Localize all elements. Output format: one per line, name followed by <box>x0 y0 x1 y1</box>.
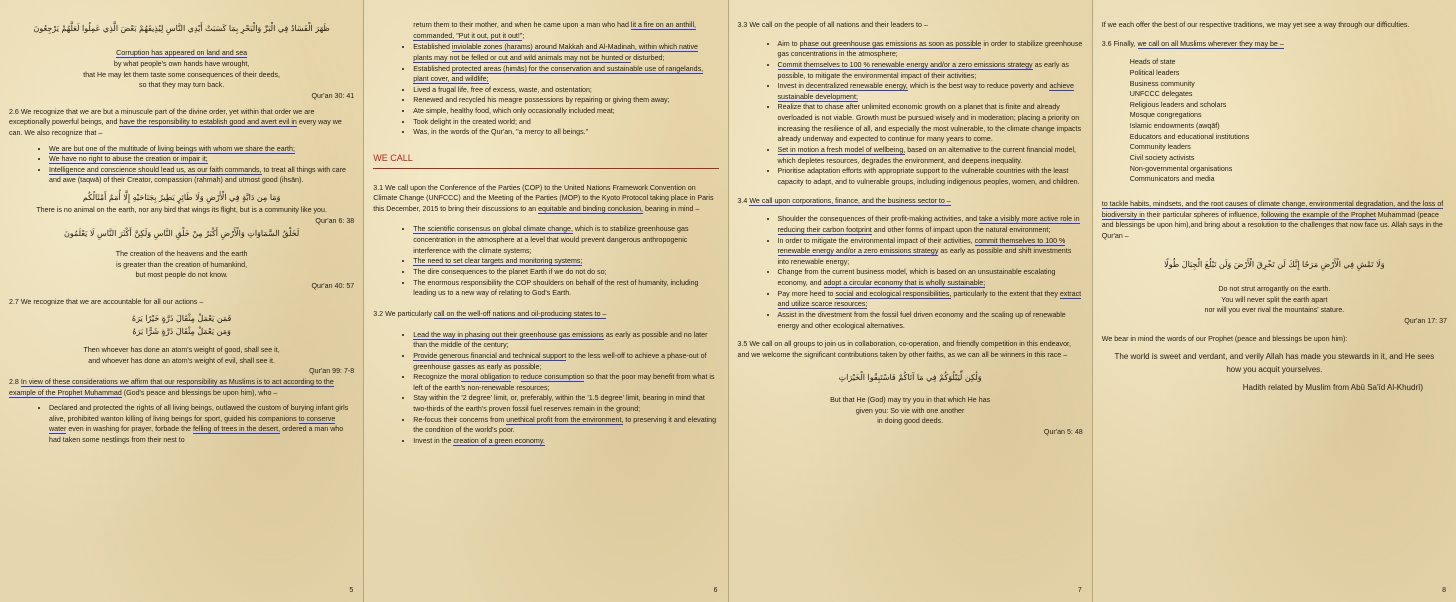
bullet-list <box>9 403 354 446</box>
list-item: • Declared and protected the rights of all living beings, outlawed the custom of burying infant girls alive, prohibited wanton killing of living beings for sport, guided his companions to conserve water even in washing for prayer, forbade the felling of trees in the desert, ordered a man who had taken some nestlings from their nest to <box>49 403 354 446</box>
list-item: • Renewed and recycled his meagre possessions by repairing or giving them away; <box>413 95 718 106</box>
list-item: • Established inviolable zones (harams) around Makkah and Al-Madinah, within which native plants may not be felled or cut and wild animals may not be hunted or disturbed; <box>413 42 718 63</box>
list-item: • In order to mitigate the environmental impact of their activities, commit themselves to 100 % renewable energy and/or a zero emissions strategy as early as possible and shift investments into renewable energy; <box>778 236 1083 268</box>
hadith-quote: The world is sweet and verdant, and verily Allah has made you stewards in it, and He sees how you acquit yourselves. <box>1114 352 1435 374</box>
list-item: • Stay within the '2 degree' limit, or, preferably, within the '1.5 degree' limit, bearing in mind that two-thirds of the earth's proven fossil fuel reserves remain in the ground; <box>413 393 718 414</box>
list-item: • Change from the current business model, which is based on an unsustainable escalating economy, and adopt a circular economy that is wholly sustainable; <box>778 267 1083 288</box>
list-item: • Shoulder the consequences of their profit-making activities, and take a visibly more active role in reducing their carbon footprint and other forms of impact upon the natural environment; <box>778 214 1083 235</box>
list-item: • The dire consequences to the planet Earth if we do not do so; <box>413 267 718 278</box>
bullet-list <box>373 42 718 138</box>
page-number: 7 <box>1077 586 1082 594</box>
list-item: • Provide generous financial and technical support to the less well-off to achieve a phase-out of greenhouse gasses as early as possible; <box>413 351 718 372</box>
list-item: Political leaders <box>1129 68 1180 77</box>
verse-translation: Do not strut arrogantly on the earth. You will never split the earth apart nor will you ever rival the mountains' stature. <box>1204 284 1345 315</box>
arabic-verse: وَمَا مِن دَابَّةٍ فِي الْأَرْضِ وَلَا طَائِرٍ يَطِيرُ بِجَنَاحَيْهِ إِلَّا أُمَمٌ أَمْثَالُكُم <box>82 193 281 203</box>
paragraph-3-4: 3.4 We call upon corporations, finance, and the business sector to – <box>737 196 951 205</box>
citation: Qur'an 6: 38 <box>315 217 355 226</box>
list-item: Religious leaders and scholars <box>1129 100 1227 109</box>
list-item: • Was, in the words of the Qur'an, "a mercy to all beings." <box>413 127 718 138</box>
paragraph-bear: We bear in mind the words of our Prophet (peace and blessings be upon him): <box>1101 335 1348 344</box>
arabic-verse: ظَهَرَ الْفَسَادُ فِي الْبَرِّ وَالْبَحْرِ بِمَا كَسَبَتْ أَيْدِي النَّاسِ لِيُذِيقَهُمْ بَعْضَ الَّذِي عَمِلُوا لَعَلَّهُمْ يَرْجِعُونَ <box>33 24 330 33</box>
list-item: • Prioritise adaptation efforts with appropriate support to the vulnerable countries with the least capacity to adapt, and to vulnerable groups, including indigenous peoples, women, and children. <box>778 166 1083 187</box>
list-item: • Invest in decentralized renewable energy, which is the best way to reduce poverty and achieve sustainable development; <box>778 81 1083 102</box>
page-6 <box>364 0 728 602</box>
list-item: • Lived a frugal life, free of excess, waste, and ostentation; <box>413 85 718 96</box>
list-item: • Invest in the creation of a green economy. <box>413 436 718 447</box>
list-item: Heads of state <box>1129 58 1176 67</box>
citation: Qur'an 17: 37 <box>1404 316 1447 325</box>
verse-translation: Corruption has appeared on land and sea by what people's own hands have wrought, that He may let them taste some consequences of their deeds, so that they may turn back. <box>83 49 280 90</box>
citation: Qur'an 99: 7-8 <box>309 367 355 376</box>
list-item: • Ate simple, healthy food, which only occasionally included meat; <box>413 106 718 117</box>
paragraph-2-7: 2.7 We recognize that we are accountable for all our actions – <box>9 297 204 306</box>
arabic-verse: وَلَٰكِن لِّيَبْلُوَكُمْ فِي مَا آتَاكُمْ فَاسْتَبِقُوا الْخَيْرَاتِ <box>838 372 982 382</box>
list-item: • Set in motion a fresh model of wellbeing, based on an alternative to the current financial model, which depletes resources, degrades the environment, and deepens inequality. <box>778 145 1083 166</box>
list-item: • Pay more heed to social and ecological responsibilities, particularly to the extent that they extract and utilize scarce resources; <box>778 289 1083 310</box>
arabic-verse: لَخَلْقُ السَّمَاوَاتِ وَالْأَرْضِ أَكْبَرُ مِنْ خَلْقِ النَّاسِ وَلَكِنَّ أَكْثَرَ النَّاسِ لَا يَعْلَمُونَ <box>64 228 300 238</box>
arabic-verse: وَلَا تَمْشِ فِي الْأَرْضِ مَرَحًا إِنَّكَ لَن تَخْرِقَ الْأَرْضَ وَلَن تَبْلُغَ الْجِبَالَ طُولًا <box>1164 259 1385 269</box>
paragraph-3-5: 3.5 We call on all groups to join us in collaboration, co-operation, and friendly competition in this endeavor, and we welcome the significant contributions taken by other faiths, as we can all be winners in this race – <box>737 340 1071 359</box>
paragraph-3-3: 3.3 We call on the people of all nations and their leaders to – <box>737 21 928 29</box>
page-number: 8 <box>1442 586 1446 594</box>
list-item: • The need to set clear targets and monitoring systems; <box>413 256 718 267</box>
list-item: Community leaders <box>1129 143 1191 152</box>
citation: Qur'an 40: 57 <box>311 282 355 291</box>
arabic-verse: فَمَن يَعْمَلْ مِثْقَالَ ذَرَّةٍ خَيْرًا يَرَهُ وَمَن يَعْمَلْ مِثْقَالَ ذَرَّةٍ شَرًّا يَرَهُ <box>131 314 232 337</box>
list-item: • Re-focus their concerns from unethical profit from the environment, to preserving it and elevating the condition of the world's poor. <box>413 415 718 436</box>
page-5 <box>0 0 364 602</box>
paragraph-3-1: 3.1 We call upon the Conference of the Parties (COP) to the United Nations Framework Convention on Climate Change (UNFCCC) and the Meeting of the Parties (MOP) to the Kyoto Protocol taking place in Paris this December, 2015 to bring their discussions to an equitable and binding conclusion, bearing in mind – <box>373 183 714 213</box>
paragraph-2-6: 2.6 We recognize that we are but a minuscule part of the divine order, yet within that order we are exceptionally powerful beings, and have the responsibility to establish good and avert evil in every way we can. We also recognize that – <box>9 107 342 137</box>
list-item: Business community <box>1129 79 1195 88</box>
list-item: • Realize that to chase after unlimited economic growth on a planet that is finite and already overloaded is not viable. Growth must be pursued wisely and in moderation; placing a priority on increasing the resilience of all, and especially the most vulnerable, to the climate change impacts already underway and expected to continue for many years to come. <box>778 102 1083 145</box>
list-item: return them to their mother, and when he came upon a man who had lit a fire on an anthill, commanded, "Put it out, put it out!"; <box>413 21 696 40</box>
list-item: Non-governmental organisations <box>1129 164 1233 173</box>
bullet-list <box>738 214 1083 331</box>
list-item: Educators and educational institutions <box>1129 132 1250 141</box>
list-item: • We have no right to abuse the creation or impair it; <box>49 154 354 165</box>
verse-translation: But that He (God) may try you in that which He has given you: So vie with one another in doing good deeds. <box>830 395 991 426</box>
page-7 <box>729 0 1093 602</box>
list-item: • Established protected areas (himās) for the conservation and sustainable use of rangelands, plant cover, and wildlife; <box>413 64 718 85</box>
list-item: • Aim to phase out greenhouse gas emissions as soon as possible in order to stabilize greenhouse gas concentrations in the atmosphere; <box>778 39 1083 60</box>
bullet-list <box>738 39 1083 188</box>
list-item: UNFCCC delegates <box>1129 90 1193 99</box>
page-8 <box>1093 0 1456 602</box>
list-item: • Recognize the moral obligation to reduce consumption so that the poor may benefit from what is left of the earth's non-renewable resources; <box>413 372 718 393</box>
list-item: Mosque congregations <box>1129 111 1202 120</box>
list-item: • Intelligence and conscience should lead us, as our faith commands, to treat all things with care and awe (taqwā) of their Creator, compassion (rahmah) and utmost good (ihsān). <box>49 165 354 186</box>
bullet-list <box>373 20 718 41</box>
list-item: • Commit themselves to 100 % renewable energy and/or a zero emissions strategy as early as possible, to mitigate the environmental impact of their activities; <box>778 60 1083 81</box>
list-item: • We are but one of the multitude of living beings with whom we share the earth; <box>49 144 354 155</box>
bullet-list <box>373 224 718 298</box>
bullet-list <box>373 330 718 447</box>
paragraph-tackle: to tackle habits, mindsets, and the root causes of climate change, environmental degradation, and the loss of biodiversity in their particular spheres of influence, following the example of the Prophet Muhammad (peace and blessings be upon him),and bring about a resolution to the challenges that now face us. Allah says in the Qur'an – <box>1101 199 1444 240</box>
hadith-citation: Hadith related by Muslim from Abū Sa'īd Al-Khudrī) <box>1242 382 1423 392</box>
addressee-list <box>1102 57 1447 185</box>
verse-translation: There is no animal on the earth, nor any bird that wings its flight, but is a community like you. <box>36 206 327 215</box>
paragraph-3-2: 3.2 We particularly call on the well-off nations and oil-producing states to – <box>373 309 607 318</box>
list-item: • The enormous responsibility the COP shoulders on behalf of the rest of humanity, including leading us to a new way of relating to God's Earth. <box>413 278 718 299</box>
paragraph-2-8: 2.8 In view of these considerations we affirm that our responsibility as Muslims is to act according to the example of the Prophet Muhammad (God's peace and blessings be upon him), who – <box>9 377 334 397</box>
section-heading: WE CALL <box>373 152 718 169</box>
list-item: • Took delight in the created world; and <box>413 117 718 128</box>
bullet-list <box>9 144 354 187</box>
list-item: Islamic endowments (awqāf) <box>1129 122 1220 131</box>
verse-translation: Then whoever has done an atom's weight of good, shall see it, and whoever has done an atom's weight of evil, shall see it. <box>83 345 280 365</box>
list-item: Communicators and media <box>1129 175 1215 184</box>
page-number: 5 <box>349 586 354 594</box>
list-item: • Assist in the divestment from the fossil fuel driven economy and the scaling up of renewable energy and other ecological alternatives. <box>778 310 1083 331</box>
list-item: • Lead the way in phasing out their greenhouse gas emissions as early as possible and no later than the middle of the century; <box>413 330 718 351</box>
verse-translation: The creation of the heavens and the earth is greater than the creation of humankind, but most people do not know. <box>115 250 248 280</box>
list-item: Civil society activists <box>1129 154 1195 163</box>
paragraph-3-6: 3.6 Finally, we call on all Muslims wherever they may be – <box>1101 39 1284 48</box>
page-number: 6 <box>713 586 718 594</box>
citation: Qur'an 30: 41 <box>311 91 355 100</box>
paragraph-intro: If we each offer the best of our respective traditions, we may yet see a way through our difficulties. <box>1101 21 1410 29</box>
citation: Qur'an 5: 48 <box>1043 427 1083 436</box>
list-item: • The scientific consensus on global climate change, which is to stabilize greenhouse gas concentration in the atmosphere at a level that would prevent dangerous anthropogenic interference with the climate systems; <box>413 224 718 256</box>
